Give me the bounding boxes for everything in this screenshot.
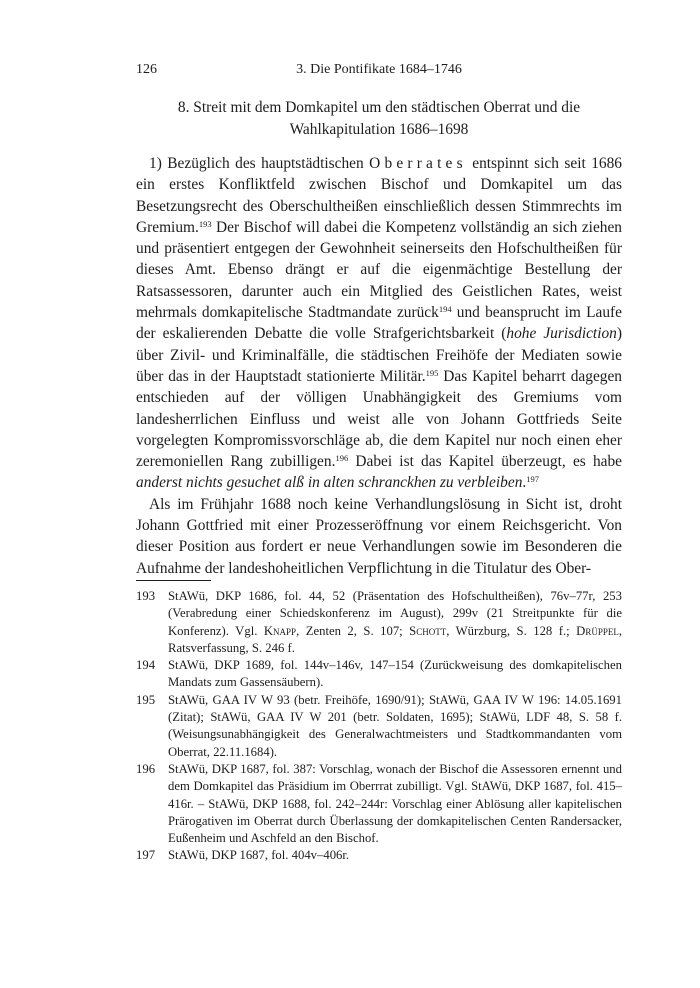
author-name: Knapp [263,623,297,638]
footnote-ref: 197 [526,474,539,485]
footnote-number: 194 [136,658,156,673]
footnote-ref: 193 [198,218,212,229]
footnote [136,588,622,657]
footnote-ref: 194 [438,304,452,315]
footnote-number: 193 [136,589,156,603]
footnote-divider [136,580,211,581]
footnote-text: StAWü, DKP 1687, fol. 404v–406r. [168,848,350,863]
author-name: Schott [409,623,447,638]
footnote-text: StAWü, DKP 1687, fol. 387: Vorschlag, wonach der Bischof die Assessoren ernennt und dem Domkapitel das Präsidium im Oberrrat zubilligt. Vgl. StAWü, DKP 1687, fol. 415–416r. – StAWü, DKP 1688, fol. 242–244r: Vorschlag einer Ablösung aller kapitelischen Prärogativen im Oberrat durch Überlassung der domkapitelischen Centen Randersacker, Eußenheim und Aschfeld an den Bischof. [168,761,622,846]
section-title-line: Wahlkapitulation 1686–1698 [289,120,469,138]
section-title [136,97,622,140]
page-number: 126 [136,62,157,77]
footnote-text: StAWü, DKP 1689, fol. 144v–146v, 147–154 (Zurückweisung des domkapitelischen Mandats zum Gassensäubern). [168,658,622,690]
footnote-number: 197 [136,848,156,863]
footnote [136,847,622,864]
footnote-text: StAWü, DKP 1686, fol. 44, 52 (Präsentation des Hofschultheißen), 76v–77r, 253 (Verabredung einer Schiedskonferenz im August), 299v (21 Streitpunkte für die Konferenz). Vgl. Knapp, Zenten 2, S. 107; Schott, Würzburg, S. 128 f.; Drüppel, Ratsverfassung, S. 246 f. [168,589,622,655]
footnote-ref: 195 [425,367,439,378]
paragraph: 1) Bezüglich des hauptstädtischen Oberrates entspinnt sich seit 1686 ein erstes Konfliktfeld zwischen Bischof und Domkapitel um das Besetzungsrecht des Oberschultheißen einschließlich dessen Stimmrechts im Gremium.$^{193}$ Der Bischof will dabei die Kompetenz vollständig an sich ziehen und präsentiert entgegen der Gewohnheit seinerseits den Hofschultheißen für dieses Amt. Ebenso drängt er auf die eigenmächtige Bestellung der Ratsassessoren, darunter auch ein Mitglied des Geistlichen Rates, weist mehrmals domkapitelische Stadtmandate zurück$^{194}$ und beansprucht im Laufe der eskalierenden Debatte die volle Strafgerichtsbarkeit (hohe Jurisdiction) über Zivil- und Kriminalfälle, die städtischen Freihöfe der Mediaten sowie über das in der Hauptstadt stationierte Militär.$^{195}$ Das Kapitel beharrt dagegen entschieden auf der völligen Unabhängigkeit des Gremiums vom landesherrlichen Einfluss und weist alle von Johann Gottfrieds Seite vorgelegten Kompromissvorschläge ab, die dem Kapitel nur noch einen eher zeremoniellen Rang zubilligen.$^{196}$ Dabei ist das Kapitel überzeugt, es habe anderst nichts gesuchet alß in alten schranckhen zu verbleiben.$^{197}$ [136,155,623,492]
author-name: Drüppel [576,623,619,638]
footnote [136,692,622,761]
footnote-number: 195 [136,692,156,707]
section-title-line: 8. Streit mit dem Domkapitel um den städtischen Oberrat und die [177,99,581,116]
footnote [136,657,622,692]
paragraph: Als im Frühjahr 1688 noch keine Verhandlungslösung in Sicht ist, droht Johann Gottfried mit einer Prozesseröffnung vor einem Reichsgericht. Von dieser Position aus fordert er neue Verhandlungen sowie im Besonderen die Aufnahme der landeshoheitlichen Verpflichtung in die Titulatur des Ober- [136,495,622,577]
footnote-ref: 196 [335,453,349,464]
running-head: 3. Die Pontifikate 1684–1746 [296,62,462,77]
body-text [136,153,622,579]
footnote-number: 196 [136,761,156,776]
footnote [136,761,622,847]
italic-quote: anderst nichts gesuchet alß in alten schranckhen zu verbleiben [136,474,523,492]
spaced-term: Oberrates [369,155,467,172]
italic-phrase: hohe Jurisdiction [506,325,617,343]
page-header [136,62,622,82]
footnote-text: StAWü, GAA IV W 93 (betr. Freihöfe, 1690/91); StAWü, GAA IV W 196: 14.05.1691 (Zitat); StAWü, GAA IV W 201 (betr. Soldaten, 1695); StAWü, LDF 48, S. 58 f. (Weisungsunabhängigkeit des Generalwachtmeisters und Stadtkommandanten vom Oberrat, 22.11.1684). [168,692,622,759]
footnotes [136,588,622,865]
